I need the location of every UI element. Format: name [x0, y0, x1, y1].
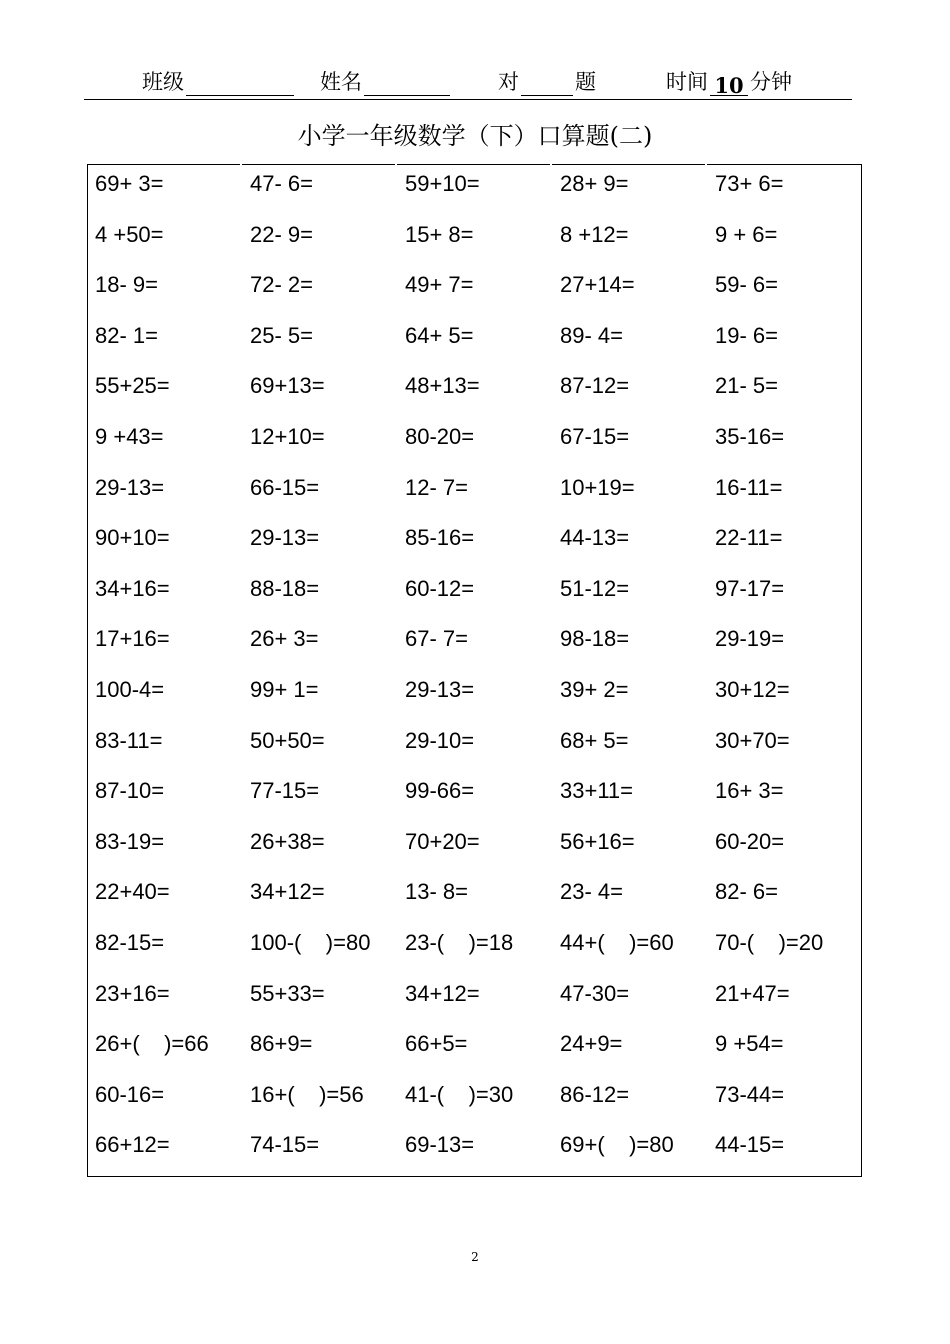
problem-row: [88, 974, 861, 1025]
problem-cell: 51-12=: [560, 575, 630, 601]
problem-cell: 44-15=: [715, 1132, 785, 1158]
problem-cell: 26+38=: [250, 828, 325, 854]
problem-cell: 85-16=: [405, 525, 475, 551]
problem-row: [88, 164, 861, 215]
problem-row: [88, 1075, 861, 1126]
problem-cell: 73+ 6=: [715, 171, 784, 196]
problem-row: [88, 1125, 861, 1176]
problem-cell: 68+ 5=: [560, 727, 629, 753]
problem-cell: 34+16=: [95, 575, 170, 601]
problem-row: [88, 366, 861, 417]
problem-cell: 69-13=: [405, 1132, 475, 1158]
problem-cell: 83-19=: [95, 828, 165, 854]
name-label: 姓名: [320, 70, 362, 94]
problem-row: [88, 569, 861, 620]
problem-cell: 29-19=: [715, 626, 785, 652]
problem-cell: 87-12=: [560, 373, 630, 399]
time-label: 时间: [666, 70, 708, 94]
problem-row: [88, 822, 861, 873]
problem-row: [88, 923, 861, 974]
problem-cell: 8 +12=: [560, 221, 629, 247]
problem-cell: 39+ 2=: [560, 677, 629, 702]
problem-cell: 82-15=: [95, 930, 165, 955]
problem-cell: 100-( )=80: [250, 930, 371, 955]
problem-cell: 44+( )=60: [560, 930, 674, 955]
problem-cell: 55+25=: [95, 373, 170, 399]
problem-cell: 55+33=: [250, 980, 325, 1006]
problem-cell: 67- 7=: [405, 626, 468, 652]
worksheet-title: 小学一年级数学（下）口算题(二): [297, 122, 653, 150]
problem-cell: 66+12=: [95, 1132, 170, 1158]
problem-cell: 24+9=: [560, 1031, 623, 1057]
problem-cell: 16+( )=56: [250, 1081, 364, 1107]
problem-cell: 70+20=: [405, 828, 480, 854]
problem-cell: 86-12=: [560, 1081, 630, 1107]
problem-cell: 23- 4=: [560, 879, 623, 905]
problem-cell: 16+ 3=: [715, 778, 784, 804]
problem-cell: 67-15=: [560, 424, 630, 449]
problem-cell: 26+ 3=: [250, 626, 319, 652]
problem-cell: 10+19=: [560, 474, 635, 500]
correct-suffix: 题: [575, 70, 596, 94]
problem-cell: 70-( )=20: [715, 930, 824, 955]
problem-cell: 12- 7=: [405, 474, 468, 500]
problem-cell: 21+47=: [715, 980, 790, 1006]
problem-row: [88, 1024, 861, 1075]
problem-cell: 64+ 5=: [405, 322, 474, 348]
problem-cell: 74-15=: [250, 1132, 320, 1158]
problem-row: [88, 771, 861, 822]
problem-cell: 15+ 8=: [405, 221, 474, 247]
problem-cell: 29-13=: [95, 474, 165, 500]
problem-cell: 87-10=: [95, 778, 165, 804]
problem-cell: 69+13=: [250, 373, 325, 399]
problem-cell: 66+5=: [405, 1031, 468, 1057]
worksheet-header: [84, 62, 852, 98]
problem-cell: 13- 8=: [405, 879, 468, 905]
problem-cell: 17+16=: [95, 626, 170, 652]
problem-grid: [87, 164, 862, 1177]
problem-cell: 16-11=: [715, 474, 783, 500]
problem-cell: 26+( )=66: [95, 1031, 209, 1057]
problem-cell: 56+16=: [560, 828, 635, 854]
time-unit: 分钟: [750, 70, 792, 94]
problem-cell: 34+12=: [405, 980, 480, 1006]
time-field: [666, 66, 792, 96]
problem-cell: 69+( )=80: [560, 1132, 674, 1158]
problem-cell: 50+50=: [250, 727, 325, 753]
problem-row: [88, 417, 861, 468]
problem-cell: 59- 6=: [715, 272, 778, 298]
problem-cell: 4 +50=: [95, 221, 164, 247]
problem-cell: 88-18=: [250, 575, 320, 601]
problem-cell: 47- 6=: [250, 171, 313, 196]
correct-label: 对: [498, 70, 519, 94]
problem-cell: 86+9=: [250, 1031, 313, 1057]
problem-cell: 73-44=: [715, 1081, 785, 1107]
problem-cell: 9 +54=: [715, 1031, 784, 1057]
problem-row: [88, 316, 861, 367]
problem-cell: 47-30=: [560, 980, 630, 1006]
problem-cell: 77-15=: [250, 778, 320, 804]
problem-cell: 72- 2=: [250, 272, 313, 298]
problem-row: [88, 721, 861, 772]
problem-cell: 82- 6=: [715, 879, 778, 905]
problem-row: [88, 265, 861, 316]
problem-cell: 80-20=: [405, 424, 475, 449]
problem-cell: 89- 4=: [560, 322, 623, 348]
problem-cell: 59+10=: [405, 171, 480, 196]
problem-cell: 49+ 7=: [405, 272, 474, 298]
name-blank: [364, 73, 450, 96]
problem-row: [88, 670, 861, 721]
problem-cell: 23-( )=18: [405, 930, 514, 955]
problem-cell: 44-13=: [560, 525, 630, 551]
problem-cell: 83-11=: [95, 727, 163, 753]
problem-cell: 22- 9=: [250, 221, 313, 247]
problem-cell: 99-66=: [405, 778, 475, 804]
problem-cell: 66-15=: [250, 474, 320, 500]
problem-cell: 28+ 9=: [560, 171, 629, 196]
problem-cell: 22-11=: [715, 525, 783, 551]
problem-cell: 23+16=: [95, 980, 170, 1006]
problem-cell: 30+12=: [715, 677, 790, 702]
problem-cell: 100-4=: [95, 677, 165, 702]
problem-row: [88, 518, 861, 569]
time-value: 10: [710, 73, 748, 96]
problem-cell: 98-18=: [560, 626, 630, 652]
problem-cell: 33+11=: [560, 778, 634, 804]
problem-cell: 25- 5=: [250, 322, 313, 348]
problem-cell: 18- 9=: [95, 272, 158, 298]
problem-cell: 29-10=: [405, 727, 475, 753]
problem-cell: 19- 6=: [715, 322, 778, 348]
class-blank: [186, 73, 294, 96]
problem-cell: 30+70=: [715, 727, 790, 753]
problem-row: [88, 619, 861, 670]
correct-field: [498, 66, 596, 96]
problem-cell: 60-20=: [715, 828, 785, 854]
problem-cell: 99+ 1=: [250, 677, 319, 702]
problem-cell: 82- 1=: [95, 322, 158, 348]
problem-row: [88, 468, 861, 519]
class-label: 班级: [142, 70, 184, 94]
correct-blank: [521, 73, 573, 96]
problem-cell: 29-13=: [250, 525, 320, 551]
header-rule: [84, 99, 852, 100]
problem-cell: 34+12=: [250, 879, 325, 905]
problem-cell: 9 + 6=: [715, 221, 778, 247]
problem-cell: 97-17=: [715, 575, 785, 601]
problem-cell: 27+14=: [560, 272, 635, 298]
problem-cell: 48+13=: [405, 373, 480, 399]
problem-cell: 60-16=: [95, 1081, 165, 1107]
problem-cell: 22+40=: [95, 879, 170, 905]
class-field: [142, 66, 294, 96]
problem-cell: 60-12=: [405, 575, 475, 601]
problem-cell: 21- 5=: [715, 373, 778, 399]
problem-cell: 69+ 3=: [95, 171, 164, 196]
problem-row: [88, 215, 861, 266]
problem-cell: 29-13=: [405, 677, 475, 702]
problem-row: [88, 872, 861, 923]
problem-cell: 90+10=: [95, 525, 170, 551]
name-field: [320, 66, 450, 96]
page-number: 2: [471, 1250, 479, 1264]
problem-cell: 41-( )=30: [405, 1081, 514, 1107]
problem-cell: 9 +43=: [95, 424, 164, 449]
problem-cell: 35-16=: [715, 424, 785, 449]
problem-cell: 12+10=: [250, 424, 325, 449]
